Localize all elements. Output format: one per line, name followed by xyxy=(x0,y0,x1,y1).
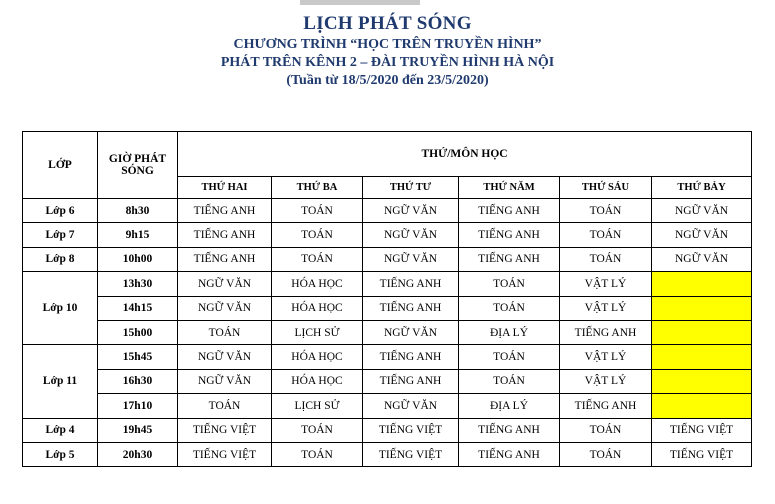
header-class: LỚP xyxy=(23,132,98,199)
subject-cell: TOÁN xyxy=(459,369,560,393)
subject-cell: TIẾNG ANH xyxy=(178,223,272,247)
subject-cell: TOÁN xyxy=(272,223,363,247)
time-cell: 17h10 xyxy=(98,394,178,418)
time-cell: 13h30 xyxy=(98,272,178,296)
highlight-empty-cell xyxy=(652,369,752,393)
table-row xyxy=(23,442,752,466)
subject-cell: TOÁN xyxy=(560,418,652,442)
highlight-empty-cell xyxy=(652,320,752,344)
subject-cell: VẬT LÝ xyxy=(560,272,652,296)
subject-cell: TIẾNG VIỆT xyxy=(363,418,459,442)
subject-cell: TIẾNG VIỆT xyxy=(178,442,272,466)
subject-cell: TIẾNG VIỆT xyxy=(363,442,459,466)
subject-cell: NGỮ VĂN xyxy=(363,320,459,344)
subject-cell: TIẾNG ANH xyxy=(560,320,652,344)
highlight-empty-cell xyxy=(652,345,752,369)
time-cell: 20h30 xyxy=(98,442,178,466)
subject-cell: LỊCH SỬ xyxy=(272,394,363,418)
subject-cell: ĐỊA LÝ xyxy=(459,394,560,418)
subject-cell: TIẾNG ANH xyxy=(178,199,272,223)
subject-cell: VẬT LÝ xyxy=(560,369,652,393)
subject-cell: HÓA HỌC xyxy=(272,296,363,320)
week-range: (Tuần từ 18/5/2020 đến 23/5/2020) xyxy=(286,73,489,88)
subject-cell: NGỮ VĂN xyxy=(652,247,752,271)
subject-cell: TOÁN xyxy=(459,296,560,320)
subject-cell: TOÁN xyxy=(178,320,272,344)
subject-cell: TOÁN xyxy=(560,442,652,466)
subject-cell: VẬT LÝ xyxy=(560,296,652,320)
subject-cell: TOÁN xyxy=(560,223,652,247)
subject-cell: NGỮ VĂN xyxy=(652,223,752,247)
subject-cell: NGỮ VĂN xyxy=(363,247,459,271)
subject-cell: TOÁN xyxy=(459,345,560,369)
subject-cell: LỊCH SỬ xyxy=(272,320,363,344)
subject-cell: TIẾNG VIỆT xyxy=(178,418,272,442)
subject-cell: TOÁN xyxy=(272,418,363,442)
subject-cell: TIẾNG ANH xyxy=(363,272,459,296)
subject-cell: TOÁN xyxy=(560,247,652,271)
subject-cell: TIẾNG ANH xyxy=(459,247,560,271)
header-air-time: GIỜ PHÁT SÓNG xyxy=(98,132,178,199)
subject-cell: NGỮ VĂN xyxy=(178,345,272,369)
subject-cell: TIẾNG VIỆT xyxy=(652,442,752,466)
subject-cell: TIẾNG ANH xyxy=(459,223,560,247)
channel-info: PHÁT TRÊN KÊNH 2 – ĐÀI TRUYỀN HÌNH HÀ NỘI xyxy=(220,55,555,70)
subject-cell: NGỮ VĂN xyxy=(178,296,272,320)
class-cell: Lớp 7 xyxy=(23,223,98,247)
subject-cell: VẬT LÝ xyxy=(560,345,652,369)
subject-cell: TIẾNG ANH xyxy=(363,296,459,320)
time-cell: 8h30 xyxy=(98,199,178,223)
header-day: THỨ SÁU xyxy=(560,177,652,199)
table-row xyxy=(23,272,752,296)
subject-cell: ĐỊA LÝ xyxy=(459,320,560,344)
header-day: THỨ HAI xyxy=(178,177,272,199)
time-cell: 14h15 xyxy=(98,296,178,320)
table-row xyxy=(23,223,752,247)
table-row xyxy=(23,369,752,393)
subject-cell: TOÁN xyxy=(272,247,363,271)
class-cell: Lớp 4 xyxy=(23,418,98,442)
time-cell: 9h15 xyxy=(98,223,178,247)
table-row xyxy=(23,418,752,442)
subject-cell: TOÁN xyxy=(272,442,363,466)
time-cell: 16h30 xyxy=(98,369,178,393)
header-day: THỨ BA xyxy=(272,177,363,199)
class-cell: Lớp 5 xyxy=(23,442,98,466)
subject-cell: NGỮ VĂN xyxy=(178,369,272,393)
document-header xyxy=(0,12,775,90)
highlight-empty-cell xyxy=(652,394,752,418)
subject-cell: HÓA HỌC xyxy=(272,369,363,393)
subject-cell: TIẾNG ANH xyxy=(363,345,459,369)
class-cell: Lớp 6 xyxy=(23,199,98,223)
table-row xyxy=(23,394,752,418)
subject-cell: NGỮ VĂN xyxy=(178,272,272,296)
header-day: THỨ BẢY xyxy=(652,177,752,199)
subject-cell: HÓA HỌC xyxy=(272,272,363,296)
time-cell: 19h45 xyxy=(98,418,178,442)
top-edge-bar xyxy=(300,0,420,5)
header-day: THỨ TƯ xyxy=(363,177,459,199)
subject-cell: TIẾNG ANH xyxy=(560,394,652,418)
subject-cell: TIẾNG VIỆT xyxy=(652,418,752,442)
program-name: CHƯƠNG TRÌNH “HỌC TRÊN TRUYỀN HÌNH” xyxy=(233,37,542,52)
subject-cell: TOÁN xyxy=(272,199,363,223)
highlight-empty-cell xyxy=(652,272,752,296)
subject-cell: TOÁN xyxy=(178,394,272,418)
class-cell: Lớp 8 xyxy=(23,247,98,271)
time-cell: 15h00 xyxy=(98,320,178,344)
page-title: LỊCH PHÁT SÓNG xyxy=(303,13,472,34)
subject-cell: NGỮ VĂN xyxy=(363,394,459,418)
subject-cell: TIẾNG ANH xyxy=(459,418,560,442)
class-cell: Lớp 11 xyxy=(23,345,98,418)
subject-cell: TIẾNG ANH xyxy=(459,199,560,223)
subject-cell: NGỮ VĂN xyxy=(363,199,459,223)
class-cell: Lớp 10 xyxy=(23,272,98,345)
table-row xyxy=(23,199,752,223)
table-row xyxy=(23,345,752,369)
subject-cell: NGỮ VĂN xyxy=(652,199,752,223)
subject-cell: TOÁN xyxy=(459,272,560,296)
subject-cell: TOÁN xyxy=(560,199,652,223)
time-cell: 10h00 xyxy=(98,247,178,271)
table-row xyxy=(23,296,752,320)
time-cell: 15h45 xyxy=(98,345,178,369)
subject-cell: NGỮ VĂN xyxy=(363,223,459,247)
subject-cell: TIẾNG ANH xyxy=(459,442,560,466)
schedule-table xyxy=(22,131,752,467)
header-day-subject: THỨ/MÔN HỌC xyxy=(178,132,752,177)
schedule-body xyxy=(23,199,752,467)
highlight-empty-cell xyxy=(652,296,752,320)
subject-cell: HÓA HỌC xyxy=(272,345,363,369)
table-row xyxy=(23,247,752,271)
table-row xyxy=(23,320,752,344)
subject-cell: TIẾNG ANH xyxy=(363,369,459,393)
header-day: THỨ NĂM xyxy=(459,177,560,199)
subject-cell: TIẾNG ANH xyxy=(178,247,272,271)
